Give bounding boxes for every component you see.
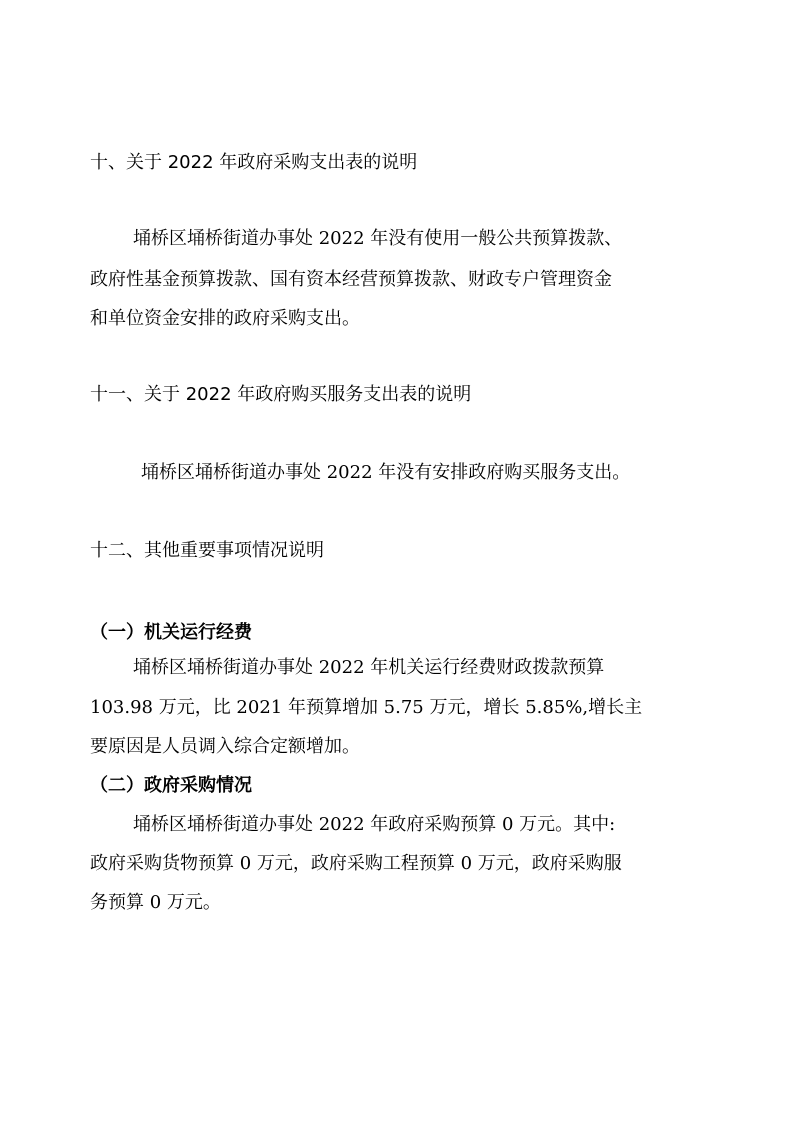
section-12-sub1-line-1: 埇桥区埇桥街道办事处 2022 年机关运行经费财政拨款预算 — [133, 657, 605, 678]
section-12-sub1-line-3: 要原因是人员调入综合定额增加。 — [90, 736, 360, 757]
section-12-heading: 十二、其他重要事项情况说明 — [90, 540, 324, 561]
section-12-sub1-line-2: 103.98 万元，比 2021 年预算增加 5.75 万元，增长 5.85%,增长主 — [90, 697, 643, 718]
section-12-sub2-line-3: 务预算 0 万元。 — [90, 892, 221, 913]
section-10-paragraph-line-2: 政府性基金预算拨款、国有资本经营预算拨款、财政专户管理资金 — [90, 269, 612, 290]
section-12-sub2-line-2: 政府采购货物预算 0 万元，政府采购工程预算 0 万元，政府采购服 — [90, 853, 622, 874]
section-12-sub2-line-1: 埇桥区埇桥街道办事处 2022 年政府采购预算 0 万元。其中: — [133, 814, 616, 835]
section-12-sub1-heading: （一）机关运行经费 — [90, 622, 252, 643]
section-10-paragraph-line-3: 和单位资金安排的政府采购支出。 — [90, 308, 360, 329]
section-11-heading: 十一、关于 2022 年政府购买服务支出表的说明 — [90, 384, 472, 405]
section-10-heading: 十、关于 2022 年政府采购支出表的说明 — [90, 152, 418, 173]
section-10-paragraph-line-1: 埇桥区埇桥街道办事处 2022 年没有使用一般公共预算拨款、 — [133, 228, 623, 249]
section-11-paragraph-line-1: 埇桥区埇桥街道办事处 2022 年没有安排政府购买服务支出。 — [141, 462, 631, 483]
section-12-sub2-heading: （二）政府采购情况 — [90, 775, 252, 796]
